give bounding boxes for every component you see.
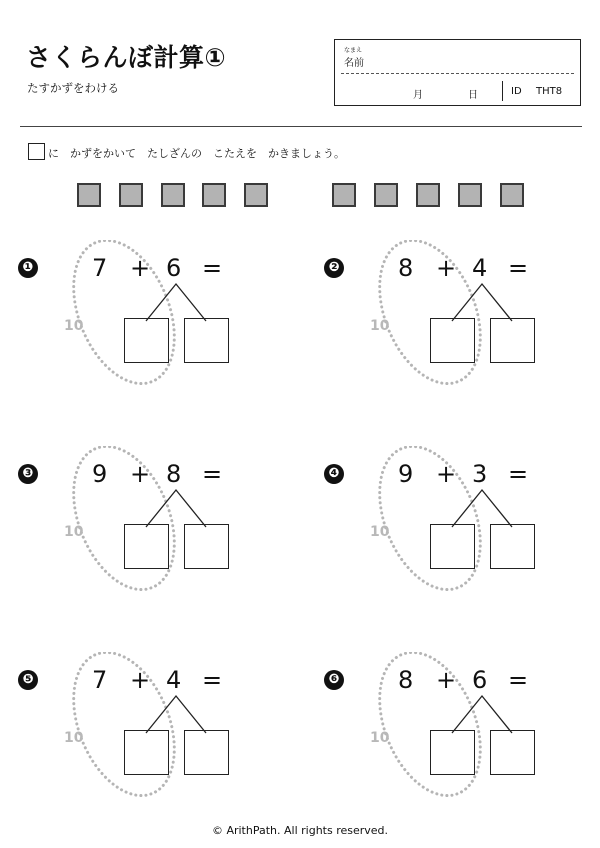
ten-hint: 10 [370, 524, 390, 540]
ten-hint: 10 [64, 524, 84, 540]
gray-square [77, 183, 101, 207]
addend-b: 6 [166, 254, 182, 282]
gray-square [500, 183, 524, 207]
id-label: ID [511, 86, 522, 97]
addend-a: 9 [398, 460, 414, 488]
split-box-left[interactable] [124, 730, 169, 775]
ten-hint: 10 [64, 730, 84, 746]
split-box-left[interactable] [430, 318, 475, 363]
split-box-right[interactable] [490, 524, 535, 569]
addend-a: 8 [398, 254, 414, 282]
equals-sign: = [508, 666, 529, 694]
addend-b: 4 [166, 666, 182, 694]
gray-square [458, 183, 482, 207]
plus-sign: + [130, 254, 151, 282]
problem-number-badge: ❻ [324, 670, 344, 690]
addend-b: 3 [472, 460, 488, 488]
gray-square [244, 183, 268, 207]
gray-square [332, 183, 356, 207]
plus-sign: + [130, 460, 151, 488]
month-label: 月 [413, 90, 423, 101]
problem-5 [0, 652, 300, 832]
ten-hint: 10 [370, 730, 390, 746]
split-box-left[interactable] [124, 524, 169, 569]
ten-hint: 10 [370, 318, 390, 334]
addend-a: 9 [92, 460, 108, 488]
plus-sign: + [130, 666, 151, 694]
split-box-right[interactable] [490, 730, 535, 775]
header-divider [20, 126, 582, 127]
day-label: 日 [468, 90, 478, 101]
split-box-right[interactable] [184, 318, 229, 363]
plus-sign: + [436, 666, 457, 694]
name-label: 名前 [344, 58, 364, 69]
problem-number-badge: ❹ [324, 464, 344, 484]
gray-square [161, 183, 185, 207]
ten-hint: 10 [64, 318, 84, 334]
problem-number-badge: ❶ [18, 258, 38, 278]
name-box [334, 39, 581, 106]
equals-sign: = [202, 254, 223, 282]
problem-4 [306, 446, 600, 626]
split-box-right[interactable] [490, 318, 535, 363]
equals-sign: = [202, 460, 223, 488]
instruction-box-icon [28, 143, 45, 160]
worksheet-subtitle: たすかずをわける [27, 81, 119, 95]
plus-sign: + [436, 460, 457, 488]
split-box-left[interactable] [430, 524, 475, 569]
gray-square [202, 183, 226, 207]
equals-sign: = [508, 460, 529, 488]
addend-a: 8 [398, 666, 414, 694]
addend-b: 8 [166, 460, 182, 488]
id-value: THT8 [536, 86, 563, 97]
gray-square [416, 183, 440, 207]
split-box-left[interactable] [124, 318, 169, 363]
instruction-text: に かずをかいて たしざんの こたえを かきましょう。 [48, 147, 345, 160]
problem-6 [306, 652, 600, 832]
addend-b: 6 [472, 666, 488, 694]
problem-1 [0, 240, 300, 420]
name-ruby: なまえ [344, 47, 363, 54]
problem-2 [306, 240, 600, 420]
gray-square [119, 183, 143, 207]
problem-number-badge: ❷ [324, 258, 344, 278]
equals-sign: = [202, 666, 223, 694]
addend-a: 7 [92, 666, 108, 694]
gray-square [374, 183, 398, 207]
problem-number-badge: ❺ [18, 670, 38, 690]
id-separator [502, 81, 503, 101]
worksheet-title: さくらんぼ計算① [26, 43, 227, 72]
copyright-footer: © ArithPath. All rights reserved. [211, 824, 389, 837]
problem-3 [0, 446, 300, 626]
plus-sign: + [436, 254, 457, 282]
split-box-right[interactable] [184, 524, 229, 569]
name-writing-line [341, 73, 574, 74]
split-box-right[interactable] [184, 730, 229, 775]
addend-b: 4 [472, 254, 488, 282]
problem-number-badge: ❸ [18, 464, 38, 484]
equals-sign: = [508, 254, 529, 282]
split-box-left[interactable] [430, 730, 475, 775]
addend-a: 7 [92, 254, 108, 282]
